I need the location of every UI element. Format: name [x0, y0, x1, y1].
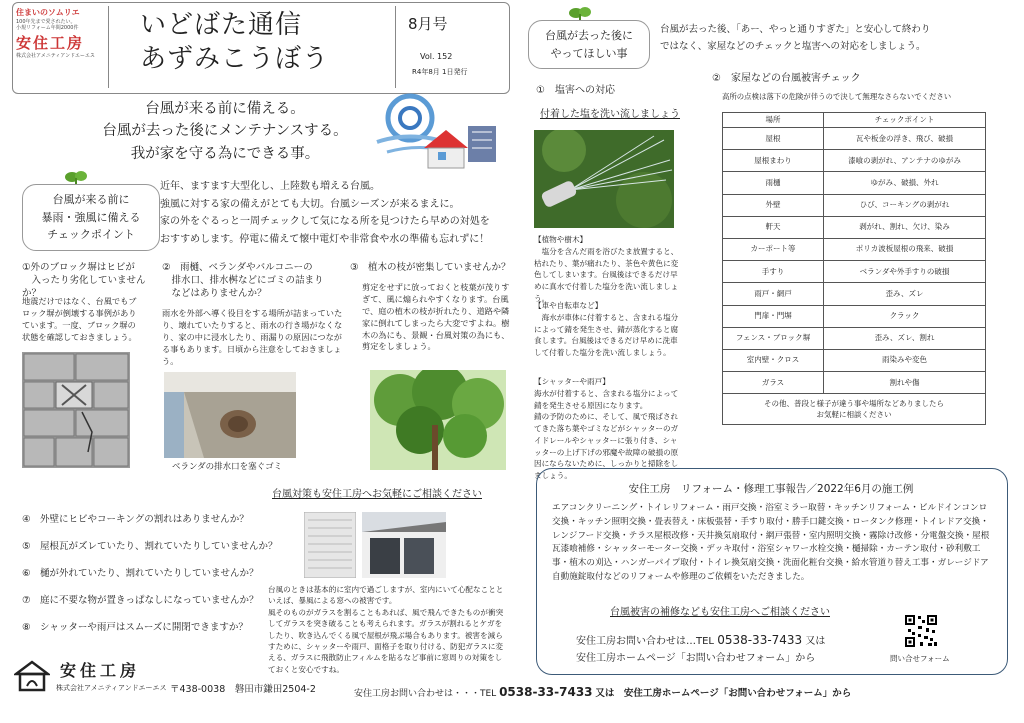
- hose-spray-photo: [534, 130, 674, 228]
- damage-check-table: [722, 112, 986, 425]
- table-cell-point: クラック: [824, 305, 986, 327]
- table-row: [723, 194, 986, 216]
- check-3-text: 剪定をせずに放っておくと枝葉が茂りすぎて、風に煽られやすくなります。台風で、庭の植木の枝が折れたり、道路や隣家に倒れてしまったら大変ですよね。樹木の為にも、景観・台風対策の為にも、剪定をしましょう。: [362, 282, 510, 352]
- table-cell-point: ベランダや外手すりの破損: [824, 261, 986, 283]
- consult-banner: 台風対策も安住工房へお気軽にご相談ください: [272, 489, 482, 500]
- table-cell-place: ガラス: [723, 372, 824, 394]
- company-logo: [16, 8, 102, 78]
- table-cell-place: 門扉・門塀: [723, 305, 824, 327]
- logo-tagline: 住まいのソムリエ: [16, 8, 80, 17]
- report-contact-suffix: 又は: [805, 636, 826, 647]
- table-footer: [723, 394, 986, 425]
- after-intro-line-2: ではなく、家屋などのチェックと塩害への対応をしましょう。: [660, 40, 926, 52]
- issue-month: 8月号: [408, 15, 448, 33]
- report-body: エアコンクリーニング・トイレリフォーム・雨戸交換・浴室ミラー取替・キッチンリフォーム・ビルドインコンロ交換・キッチン照明交換・畳表替え・床板張替・手すり取付・勝手口鍵交換・ロータンク修理・トイレドア交換・レンジフード交換・テラス屋根改修・天井換気扇取付・網戸張替・室内照明交換・霧除け改修・分電盤交換・屋根瓦漆喰補修・シャッターモーター交換・デッキ取付・浴室シャワー水栓交換・樋掃除・カーテン取付・砂利敷工事・植木の刈込・ハンガーパイプ取付・トイレ換気扇交換・洗面化粧台交換・給水管道り替え工事・ガレージドア自動施錠取付などのリフォームや修理のご依頼をいただきました。: [552, 503, 990, 582]
- table-cell-place: 室内壁・クロス: [723, 349, 824, 371]
- after-tag-line-2: やってほしい事: [550, 46, 628, 60]
- table-footer-line-2: お気軽に相談ください: [816, 410, 892, 420]
- table-row: [723, 238, 986, 260]
- report-contact: [576, 632, 825, 649]
- intro-line-4: おすすめします。停電に備えて懐中電灯や非常食や水の準備も忘れずに！: [160, 233, 490, 245]
- before-typhoon-tag: [22, 184, 160, 251]
- logo-sub1: 100年先まで愛されたい。: [16, 18, 76, 25]
- table-row: [723, 283, 986, 305]
- salt-heading: ① 塩害への対応: [536, 85, 615, 96]
- check-8: ⑧ シャッターや雨戸はスムーズに開閉できますか？: [22, 622, 248, 634]
- slogan-line-3: 我が家を守る為にできる事。: [130, 145, 320, 162]
- table-row: [723, 128, 986, 150]
- issue-volume: Vol. 152: [420, 52, 453, 61]
- check-2-title: ② 雨樋、ベランダやバルコニーの 排水口、排水桝などにゴミの詰まり などはありませんか？: [162, 262, 324, 299]
- table-cell-point: 割れや傷: [824, 372, 986, 394]
- after-intro: [660, 22, 1000, 55]
- header-divider-2: [395, 6, 396, 88]
- slogan-line-1: 台風が来る前に備える。: [145, 101, 305, 117]
- before-tag-line-1: 台風が来る前に: [52, 193, 130, 206]
- issue-date: R4年8月 1日発行: [412, 68, 468, 76]
- table-cell-place: 手すり: [723, 261, 824, 283]
- table-cell-place: 屋根: [723, 128, 824, 150]
- table-row: [723, 305, 986, 327]
- before-tag-line-2: 暴雨・強風に備える: [41, 210, 141, 224]
- table-cell-place: 雨戸・網戸: [723, 283, 824, 305]
- intro-paragraph: [160, 178, 505, 248]
- table-cell-point: 漆喰の剥がれ、アンテナのゆがみ: [824, 150, 986, 172]
- footer-company: 株式会社アメニティアンドエーエス: [56, 684, 167, 692]
- table-row: [723, 150, 986, 172]
- report-web-line[interactable]: 安住工房ホームページ「お問い合わせフォーム」から: [576, 653, 816, 664]
- shutter-advice-text: 台風のときは基本的に室内で過ごしますが、室内にいて心配なことといえば、暴風による窓への被害です。 風そのものがガラスを割ることもあれば、風で飛んできたものが衝突してガラスを突き破ることも考えられます。ガラスが割れるとケガをしたり、吹き込んでくる風で屋根が飛ぶ場合もあります。被害を減らすために、シャッターや雨戸、面格子を取り付ける、防犯ガラスに変える、ガラスに飛散防止フィルムを貼るなど事前に窓周りの対策をしておくと安心ですね。: [268, 585, 504, 674]
- table-cell-point: 剥がれ、割れ、欠け、染み: [824, 216, 986, 238]
- report-banner: 台風被害の補修なども安住工房へご相談ください: [610, 607, 830, 618]
- qr-caption: 問い合せフォーム: [890, 654, 950, 663]
- table-cell-place: フェンス・ブロック塀: [723, 327, 824, 349]
- plants-title: 【植物や樹木】: [534, 235, 588, 244]
- cars-title: 【車や自転車など】: [534, 301, 603, 310]
- typhoon-house-illustration: [372, 90, 502, 172]
- tree-photo: [370, 370, 506, 470]
- header-divider: [108, 6, 109, 88]
- footer-brand: 安住工房: [60, 661, 141, 680]
- before-tag-line-3: チェックポイント: [47, 228, 135, 242]
- report-tel[interactable]: 0538-33-7433: [717, 633, 803, 647]
- footer-contact-label: 安住工房お問い合わせは・・・TEL: [354, 689, 497, 699]
- check-7: ⑦ 庭に不要な物が置きっぱなしになっていませんか？: [22, 595, 259, 607]
- intro-line-1: 近年、ますます大型化し、上陸数も増える台風。: [160, 181, 380, 192]
- balcony-drain-photo: [164, 372, 296, 458]
- check-4: ④ 外壁にヒビやコーキングの割れはありませんか？: [22, 514, 249, 525]
- after-tag-line-1: 台風が去った後に: [545, 29, 633, 42]
- after-typhoon-tag: [528, 20, 650, 69]
- table-header-point: チェックポイント: [824, 113, 986, 128]
- footer-contact-suffix[interactable]: 又は 安住工房ホームページ「お問い合わせフォーム」から: [595, 688, 852, 699]
- table-cell-point: 瓦や板金の浮き、飛び、破損: [824, 128, 986, 150]
- shutter-salt-text: 海水が付着すると、含まれる塩分によって錆を発生させる原因になります。 錆の予防のために、そして、風で飛ばされてきた落ち葉やゴミなどがシャッターのガイドレールやシャッターに張り付き、シャッターの上げ下げの邪魔や故障の破損の原因にならないために、しっかりと掃除をしましょう。: [534, 388, 679, 481]
- table-header-place: 場所: [723, 113, 824, 128]
- newsletter-subtitle: あずみこうぼう: [140, 44, 330, 74]
- shutter-photo: [304, 512, 356, 578]
- check-3-title: ③ 植木の枝が密集していませんか？: [350, 262, 511, 273]
- house-logo-icon: [14, 660, 50, 692]
- salt-shutter: [534, 376, 684, 482]
- damage-note: 高所の点検は落下の危険が伴うので決して無理なさらないでください: [722, 92, 952, 101]
- table-cell-point: 歪み、ズレ、割れ: [824, 327, 986, 349]
- table-row: [723, 216, 986, 238]
- house-window-photo: [362, 512, 446, 578]
- check-6: ⑥ 樋が外れていたり、割れていたりしていませんか？: [22, 568, 259, 580]
- table-row: [723, 372, 986, 394]
- check-5: ⑤ 屋根瓦がズレていたり、割れていたりしていませんか？: [22, 541, 278, 553]
- logo-brand: 安住工房: [16, 33, 85, 52]
- table-cell-place: 雨樋: [723, 172, 824, 194]
- salt-plants: [534, 234, 680, 305]
- table-row: [723, 349, 986, 371]
- footer-tel[interactable]: 0538-33-7433: [499, 685, 593, 699]
- table-cell-place: 軒天: [723, 216, 824, 238]
- logo-sub2: 小規リフォーム年間2000件: [16, 24, 79, 31]
- intro-line-3: 家の外をぐるっと一周チェックして気になる所を見つけたら早めの対処を: [160, 216, 490, 227]
- shutter-title: 【シャッターや雨戸】: [534, 377, 610, 386]
- report-title: 安住工房 リフォーム・修理工事報告／2022年6月の施工例: [628, 483, 914, 495]
- table-footer-line-1: その他、普段と様子が違う事や場所などありましたら: [764, 399, 944, 408]
- block-wall-photo: [22, 352, 130, 468]
- table-row: [723, 261, 986, 283]
- table-row: [723, 327, 986, 349]
- check-1-text: 地震だけではなく、台風でもブロック塀が倒壊する事例がありています。一度、ブロック塀の状態を確認しておきましょう。: [22, 296, 137, 342]
- table-cell-place: 外壁: [723, 194, 824, 216]
- footer-address: 〒438-0038 磐田市鎌田2504-2: [170, 684, 316, 695]
- intro-line-2: 強風に対する家の備えがとても大切。台風シーズンが来るまえに。: [160, 198, 460, 210]
- slogan: [90, 98, 360, 165]
- table-row: [723, 172, 986, 194]
- logo-company: 株式会社アメニティアンドエーエス: [16, 53, 95, 60]
- slogan-line-2: 台風が去った後にメンテナンスする。: [102, 123, 348, 140]
- newsletter-title: いどばた通信: [140, 10, 303, 40]
- salt-cars: [534, 300, 680, 359]
- report-contact-label: 安住工房お問い合わせは…TEL: [576, 636, 714, 647]
- table-cell-point: ゆがみ、破損、外れ: [824, 172, 986, 194]
- more-checks-list: [22, 506, 302, 641]
- plants-text: 塩分を含んだ雨を浴びたま放置すると、枯れたり、葉が痛れたり、茶色や黄色に変色してしまいます。台風後はできるだけ早めに真水で付着した塩分を洗い流しましょう。: [534, 246, 679, 303]
- table-cell-point: 歪み、ズレ: [824, 283, 986, 305]
- after-intro-line-1: 台風が去った後、「あー、やっと通りすぎた」と安心して終わり: [660, 24, 931, 35]
- salt-subheading: 付着した塩を洗い流しましょう: [540, 109, 680, 120]
- cars-text: 海水が車体に付着すると、含まれる塩分によって錆を発生させ、錆が蒸化すると腐食します。台風後はできるだけ早めに洗車して付着した塩分を洗い流しましょう。: [534, 312, 679, 358]
- check-2-text: 雨水を外部へ導く役目をする場所が詰まっていたり、壊れていたりすると、雨水の行き場がなくなり、家の中に浸水したり、雨漏りの原因につながる事もあります。日頃から注意をしておきましょう。: [162, 308, 343, 366]
- table-cell-place: 屋根まわり: [723, 150, 824, 172]
- damage-heading: ② 家屋などの台風被害チェック: [712, 73, 861, 84]
- qr-code-icon[interactable]: [904, 614, 938, 648]
- table-cell-point: ひび、コーキングの剥がれ: [824, 194, 986, 216]
- check-1-title: ①外のブロック塀はヒビが 入ったり劣化していませんか？: [22, 262, 146, 299]
- table-cell-place: カーポート等: [723, 238, 824, 260]
- footer-contact: [354, 684, 851, 701]
- table-cell-point: ポリカ波板屋根の飛来、破損: [824, 238, 986, 260]
- drain-photo-caption: ベランダの排水口を塞ぐゴミ: [172, 462, 283, 472]
- table-cell-point: 雨染みや変色: [824, 349, 986, 371]
